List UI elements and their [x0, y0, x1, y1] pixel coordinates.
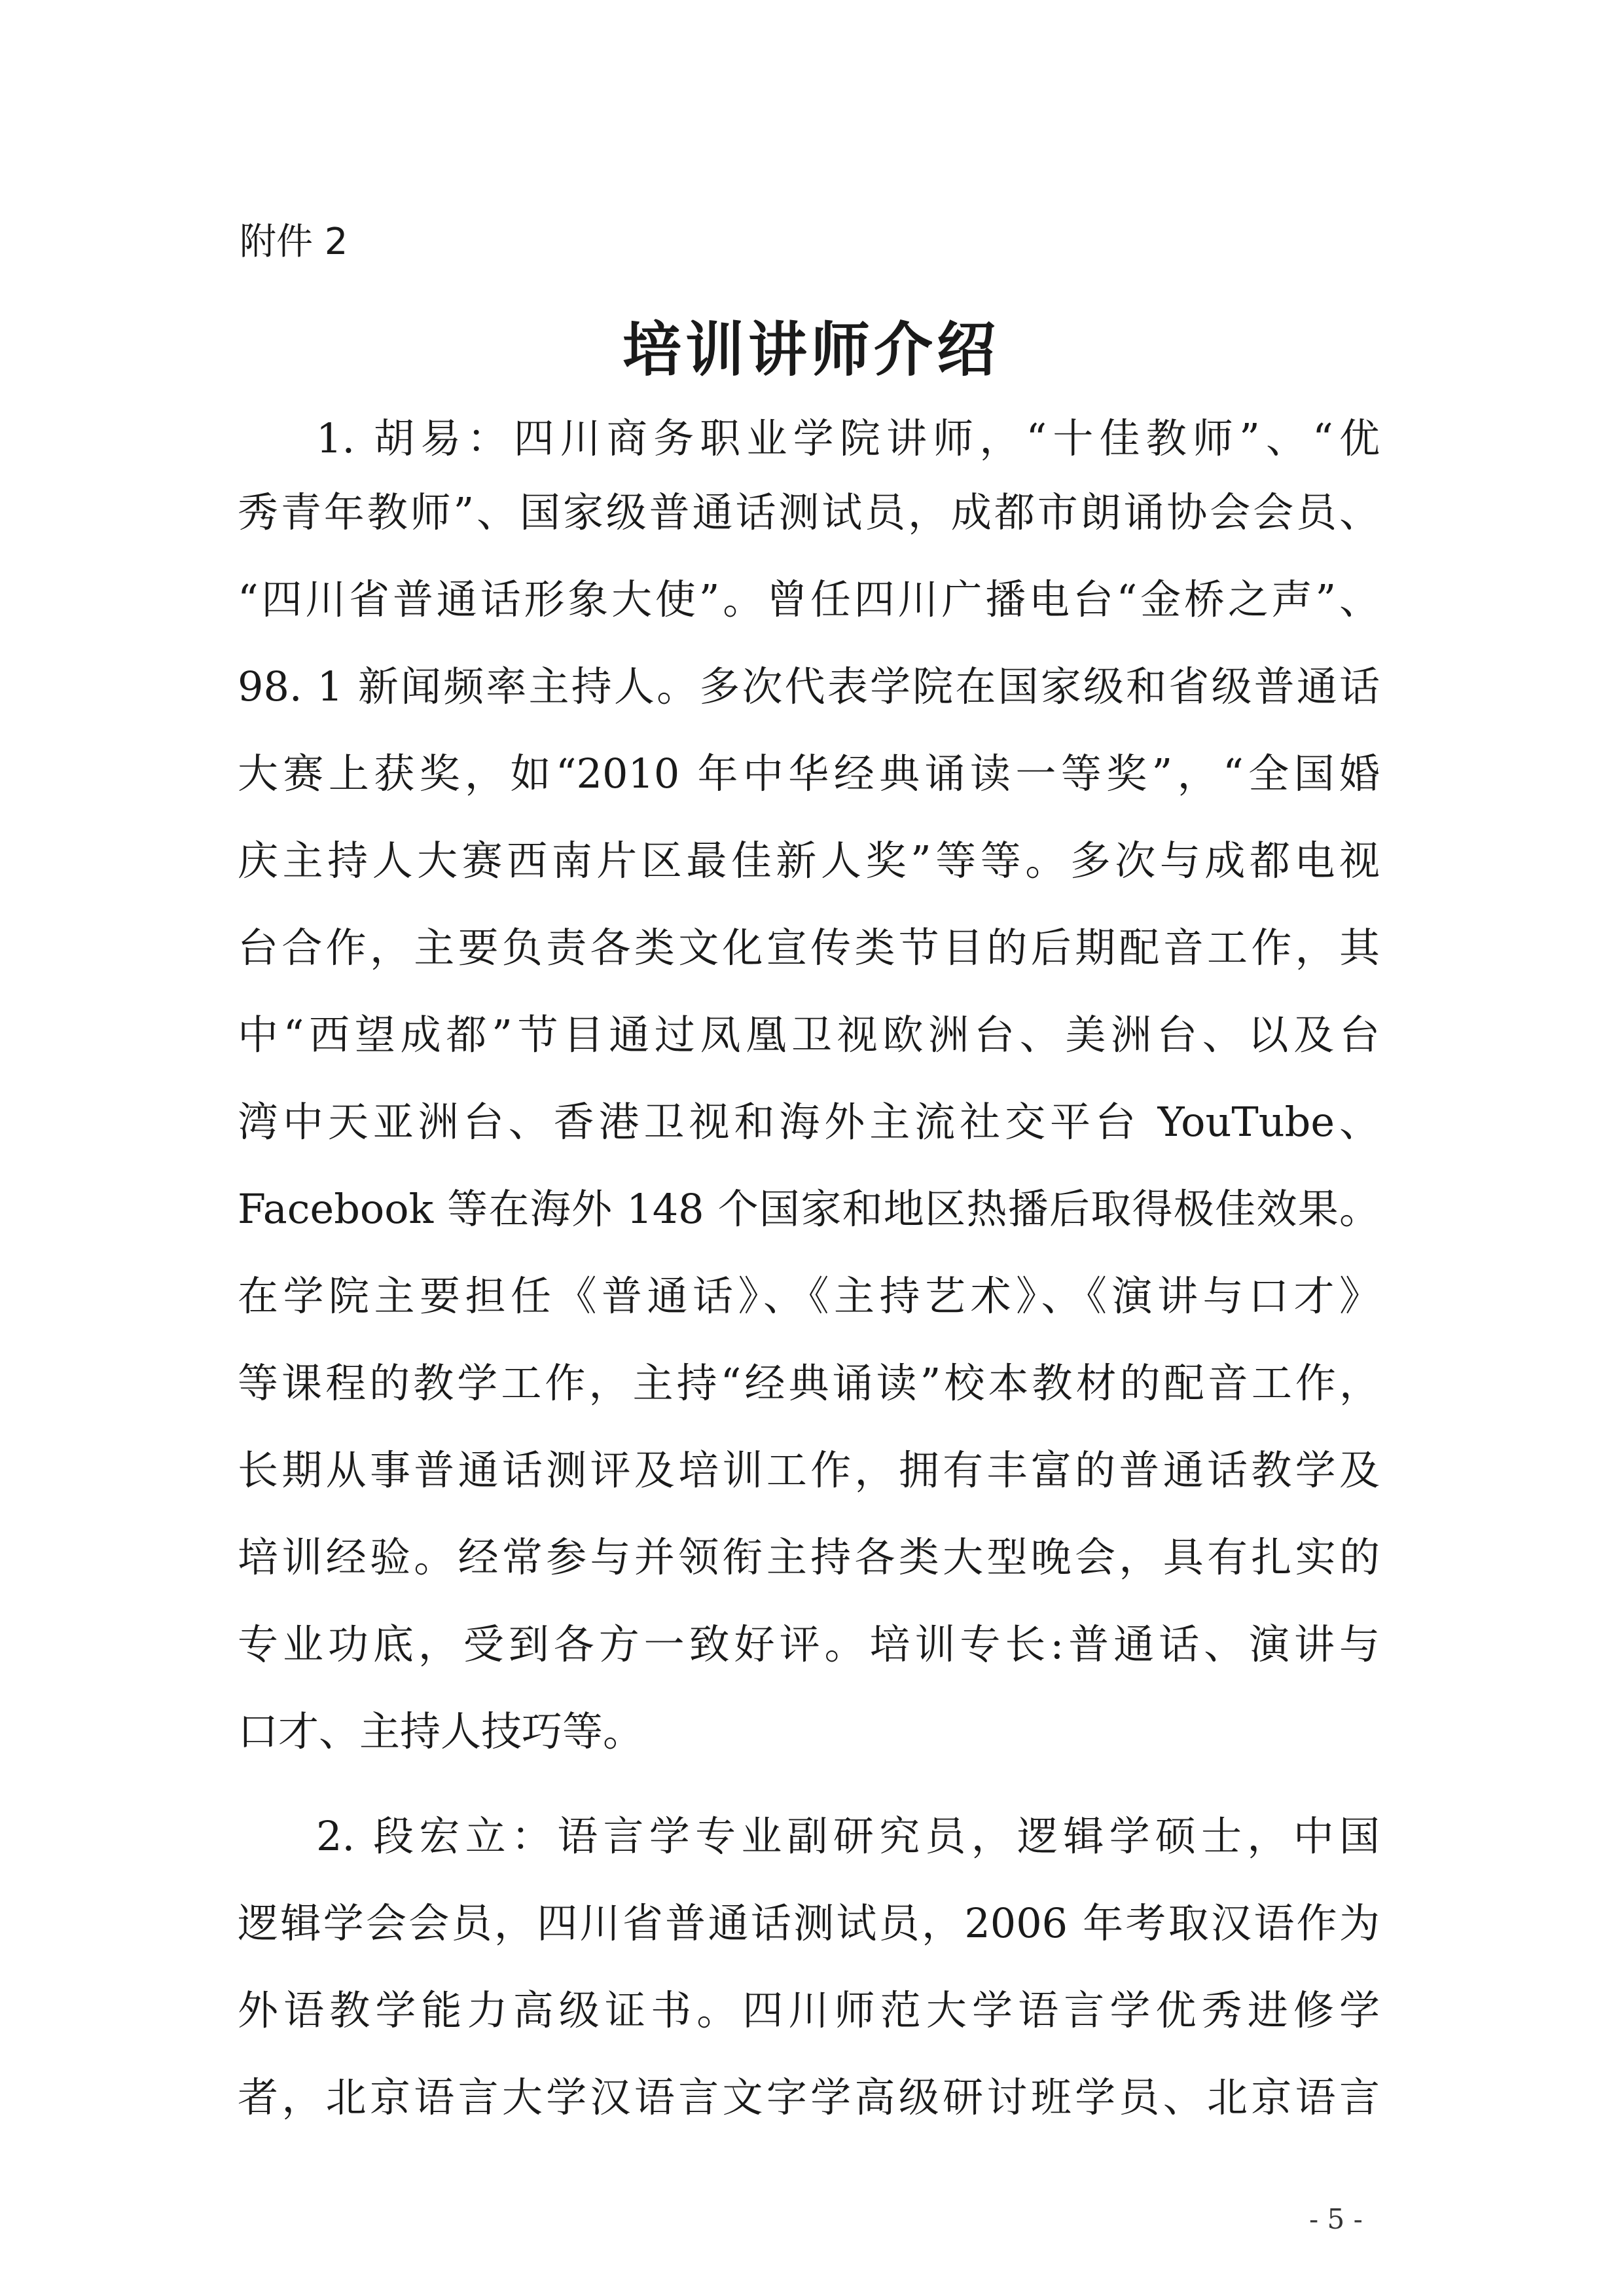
paragraph-line: 等课程的教学工作，主持“经典诵读”校本教材的配音工作，: [238, 1359, 1380, 1407]
paragraph-line: 庆主持人大赛西南片区最佳新人奖”等等。多次与成都电视: [238, 837, 1380, 884]
paragraph-line: 湾中天亚洲台、香港卫视和海外主流社交平台 YouTube、: [238, 1098, 1380, 1146]
paragraph-line: 大赛上获奖，如“2010 年中华经典诵读一等奖”，“全国婚: [238, 750, 1380, 797]
paragraph-line: Facebook 等在海外 148 个国家和地区热播后取得极佳效果。: [238, 1185, 1380, 1233]
paragraph-line: 逻辑学会会员，四川省普通话测试员，2006 年考取汉语作为: [238, 1899, 1380, 1947]
paragraph-line: 98. 1 新闻频率主持人。多次代表学院在国家级和省级普通话: [238, 663, 1380, 710]
paragraph-line: 外语教学能力高级证书。四川师范大学语言学优秀进修学: [238, 1986, 1380, 2034]
paragraph-line: “四川省普通话形象大使”。曾任四川广播电台“金桥之声”、: [238, 575, 1380, 623]
paragraph-line: 专业功底，受到各方一致好评。培训专长:普通话、演讲与: [238, 1620, 1380, 1668]
paragraph-line: 台合作，主要负责各类文化宣传类节目的后期配音工作，其: [238, 924, 1380, 972]
page-title: 培训讲师介绍: [622, 316, 1000, 384]
attachment-label: 附件 2: [240, 221, 348, 263]
paragraph-line: 2. 段宏立：语言学专业副研究员，逻辑学硕士，中国: [316, 1812, 1380, 1860]
paragraph-line: 中“西望成都”节目通过凤凰卫视欧洲台、美洲台、以及台: [238, 1011, 1380, 1059]
paragraph-line: 者，北京语言大学汉语言文字学高级研讨班学员、北京语言: [238, 2073, 1380, 2121]
paragraph-line: 1. 胡易：四川商务职业学院讲师，“十佳教师”、“优: [316, 414, 1380, 462]
paragraph-line: 口才、主持人技巧等。: [238, 1707, 644, 1755]
paragraph-line: 秀青年教师”、国家级普通话测试员，成都市朗诵协会会员、: [238, 488, 1380, 536]
paragraph-line: 长期从事普通话测评及培训工作，拥有丰富的普通话教学及: [238, 1446, 1380, 1494]
paragraph-line: 培训经验。经常参与并领衔主持各类大型晚会，具有扎实的: [238, 1533, 1380, 1581]
paragraph-line: 在学院主要担任《普通话》、《主持艺术》、《演讲与口才》: [238, 1272, 1380, 1320]
page-number: - 5 -: [1309, 2203, 1363, 2235]
